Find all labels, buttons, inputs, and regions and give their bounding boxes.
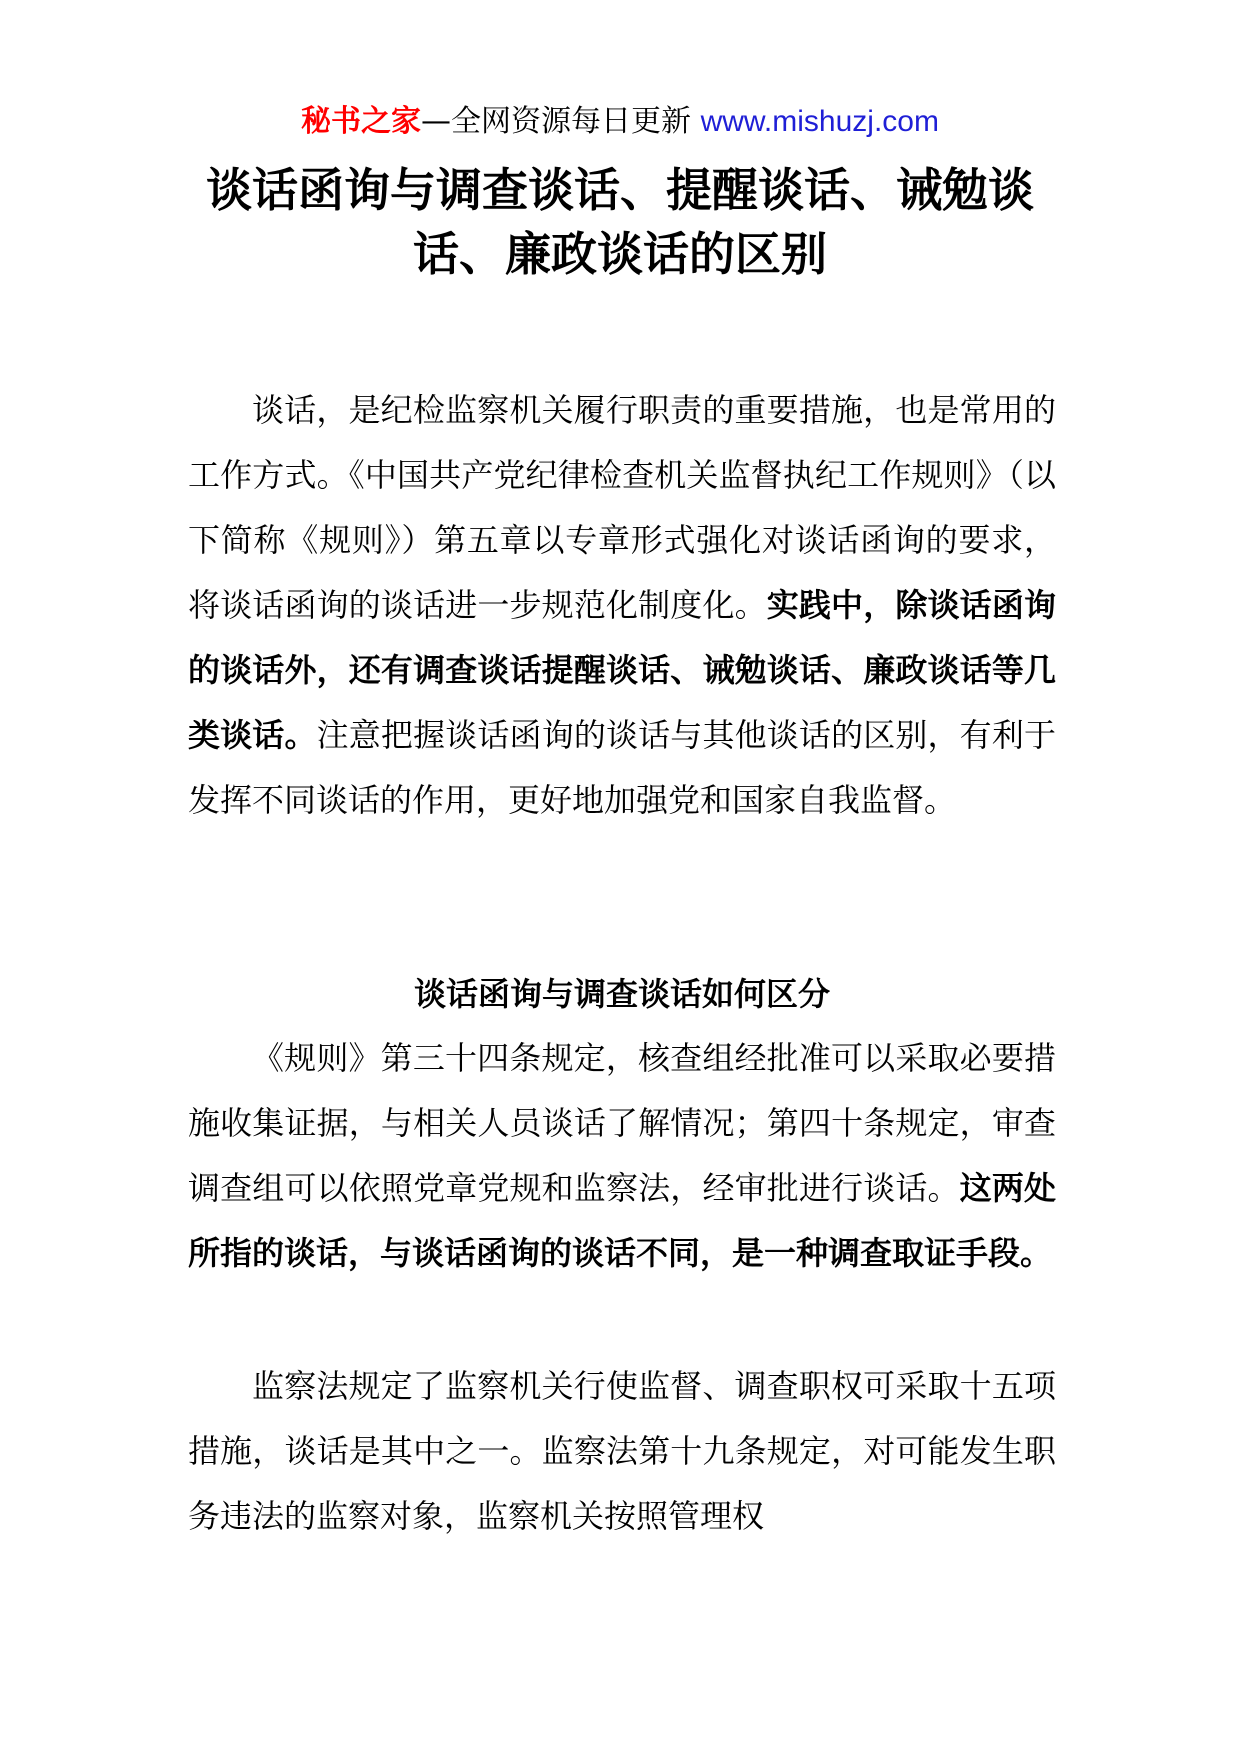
document-title [150,158,1090,286]
paragraph-rules [188,1026,1056,1286]
paragraph-rules-bold: 这两处所指的谈话，与谈话函询的谈话不同，是一种调查取证手段。 [188,1169,1056,1272]
title-line-2: 话、廉政谈话的区别 [413,227,827,281]
brand-name: 秘书之家 [301,104,422,139]
paragraph-intro-bold: 实践中，除谈话函询的谈话外，还有调查谈话提醒谈话、诫勉谈话、廉政谈话等几类谈话。 [188,586,1056,754]
title-line-1: 谈话函询与调查谈话、提醒谈话、诫勉谈 [206,163,1034,217]
header-tagline: —全网资源每日更新 [421,104,701,139]
paragraph-intro-text-b: 注意把握谈话函询的谈话与其他谈话的区别，有利于发挥不同谈话的作用，更好地加强党和国家自我监督。 [188,716,1056,819]
paragraph-intro [188,378,1056,833]
paragraph-rules-text-a: 《规则》第三十四条规定，核查组经批准可以采取必要措施收集证据，与相关人员谈话了解情况；第四十条规定，审查调查组可以依照党章党规和监察法，经审批进行谈话。 [188,1039,1056,1207]
paragraph-supervision-law [188,1354,1056,1549]
paragraph-intro-text-a: 谈话，是纪检监察机关履行职责的重要措施，也是常用的工作方式。《中国共产党纪律检查机关监督执纪工作规则》（以下简称《规则》）第五章以专章形式强化对谈话函询的要求，将谈话函询的谈话进一步规范化制度化。 [188,391,1056,624]
header-banner [0,102,1240,142]
paragraph-supervision-law-text: 监察法规定了监察机关行使监督、调查职权可采取十五项措施，谈话是其中之一。监察法第十九条规定，对可能发生职务违法的监察对象，监察机关按照管理权 [188,1367,1056,1535]
section-heading: 谈话函询与调查谈话如何区分 [413,975,830,1013]
site-link[interactable]: www.mishuzj.com [700,105,939,138]
